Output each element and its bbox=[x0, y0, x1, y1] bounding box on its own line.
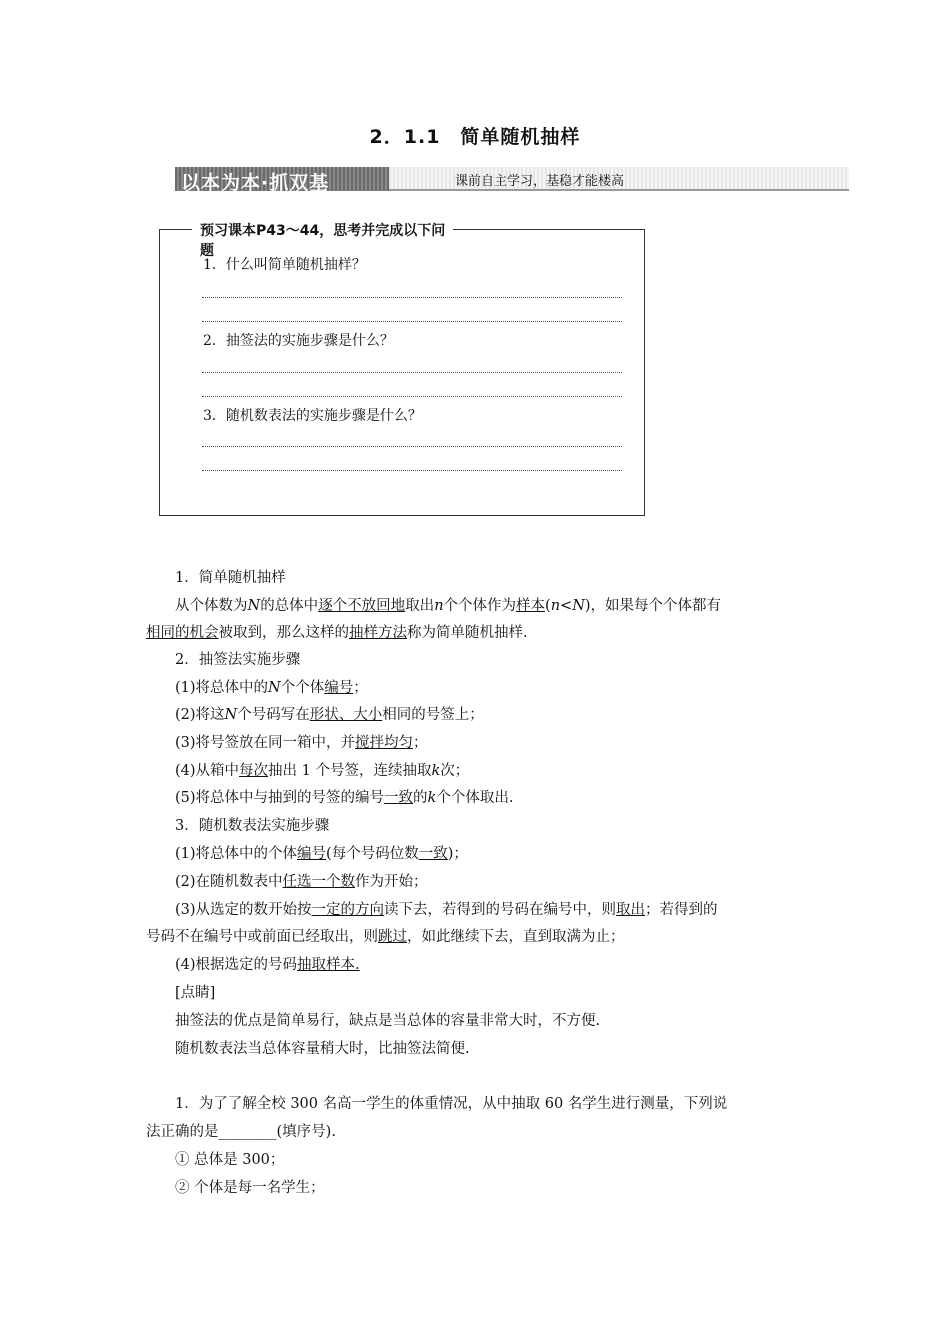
preview-header-rule bbox=[508, 229, 628, 230]
step-3-1: (1)将总体中的个体编号(每个号码位数一致)； bbox=[175, 846, 468, 862]
answer-line bbox=[202, 372, 622, 373]
banner-sub bbox=[389, 167, 849, 191]
question-1: 1．什么叫简单随机抽样？ bbox=[203, 257, 366, 273]
section-1-line-1: 从个体数为N的总体中逐个不放回地取出n个个体作为样本(n<N)，如果每个个体都有 bbox=[175, 598, 722, 614]
section-2-title: 2．抽签法实施步骤 bbox=[175, 652, 301, 668]
page-title: 2．1.1 简单随机抽样 bbox=[369, 126, 581, 148]
step-3-4: (4)根据选定的号码抽取样本. bbox=[175, 957, 360, 973]
section-1-title: 1．简单随机抽样 bbox=[175, 570, 286, 586]
tip-1: 抽签法的优点是简单易行，缺点是当总体的容量非常大时，不方便. bbox=[175, 1013, 601, 1029]
preview-header: 预习课本P43～44，思考并完成以下问 bbox=[192, 220, 453, 240]
question-3: 3．随机数表法的实施步骤是什么？ bbox=[203, 408, 422, 424]
exercise-option-1: ① 总体是 300； bbox=[175, 1152, 285, 1168]
step-3-3-cont: 号码不在编号中或前面已经取出，则跳过，如此继续下去，直到取满为止； bbox=[146, 929, 625, 945]
answer-line bbox=[202, 446, 622, 447]
banner-main bbox=[175, 167, 389, 194]
answer-line bbox=[202, 297, 622, 298]
step-2-5: (5)将总体中与抽到的号签的编号一致的k个个体取出. bbox=[175, 790, 514, 806]
exercise-option-2: ② 个体是每一名学生； bbox=[175, 1180, 325, 1196]
preview-header-continued: 题 bbox=[200, 243, 214, 259]
step-2-3: (3)将号签放在同一箱中，并搅拌均匀； bbox=[175, 735, 428, 751]
exercise-1-line-2: 法正确的是________(填序号). bbox=[146, 1124, 336, 1140]
answer-line bbox=[202, 396, 622, 397]
step-3-3: (3)从选定的数开始按一定的方向读下去，若得到的号码在编号中，则取出；若得到的 bbox=[175, 902, 718, 918]
exercise-1-line-1: 1．为了了解全校 300 名高一学生的体重情况，从中抽取 60 名学生进行测量，下列说 bbox=[175, 1096, 728, 1112]
tip-label: [点睛] bbox=[175, 985, 216, 1001]
section-1-line-2: 相同的机会被取到，那么这样的抽样方法称为简单随机抽样. bbox=[146, 625, 528, 641]
step-2-4: (4)从箱中每次抽出 1 个号签，连续抽取k次； bbox=[175, 763, 470, 779]
banner-sub-text: 课前自主学习，基稳才能楼高 bbox=[455, 174, 625, 189]
step-2-2: (2)将这N个号码写在形状、大小相同的号签上； bbox=[175, 707, 484, 723]
step-2-1: (1)将总体中的N个个体编号； bbox=[175, 680, 368, 696]
answer-line bbox=[202, 321, 622, 322]
question-2: 2．抽签法的实施步骤是什么？ bbox=[203, 333, 394, 349]
answer-line bbox=[202, 470, 622, 471]
step-3-2: (2)在随机数表中任选一个数作为开始； bbox=[175, 874, 428, 890]
section-3-title: 3．随机数表法实施步骤 bbox=[175, 818, 330, 834]
tip-2: 随机数表法当总体容量稍大时，比抽签法简便. bbox=[175, 1041, 470, 1057]
banner-main-text: 以本为本·抓双基 bbox=[181, 172, 330, 194]
section-banner bbox=[175, 167, 849, 194]
